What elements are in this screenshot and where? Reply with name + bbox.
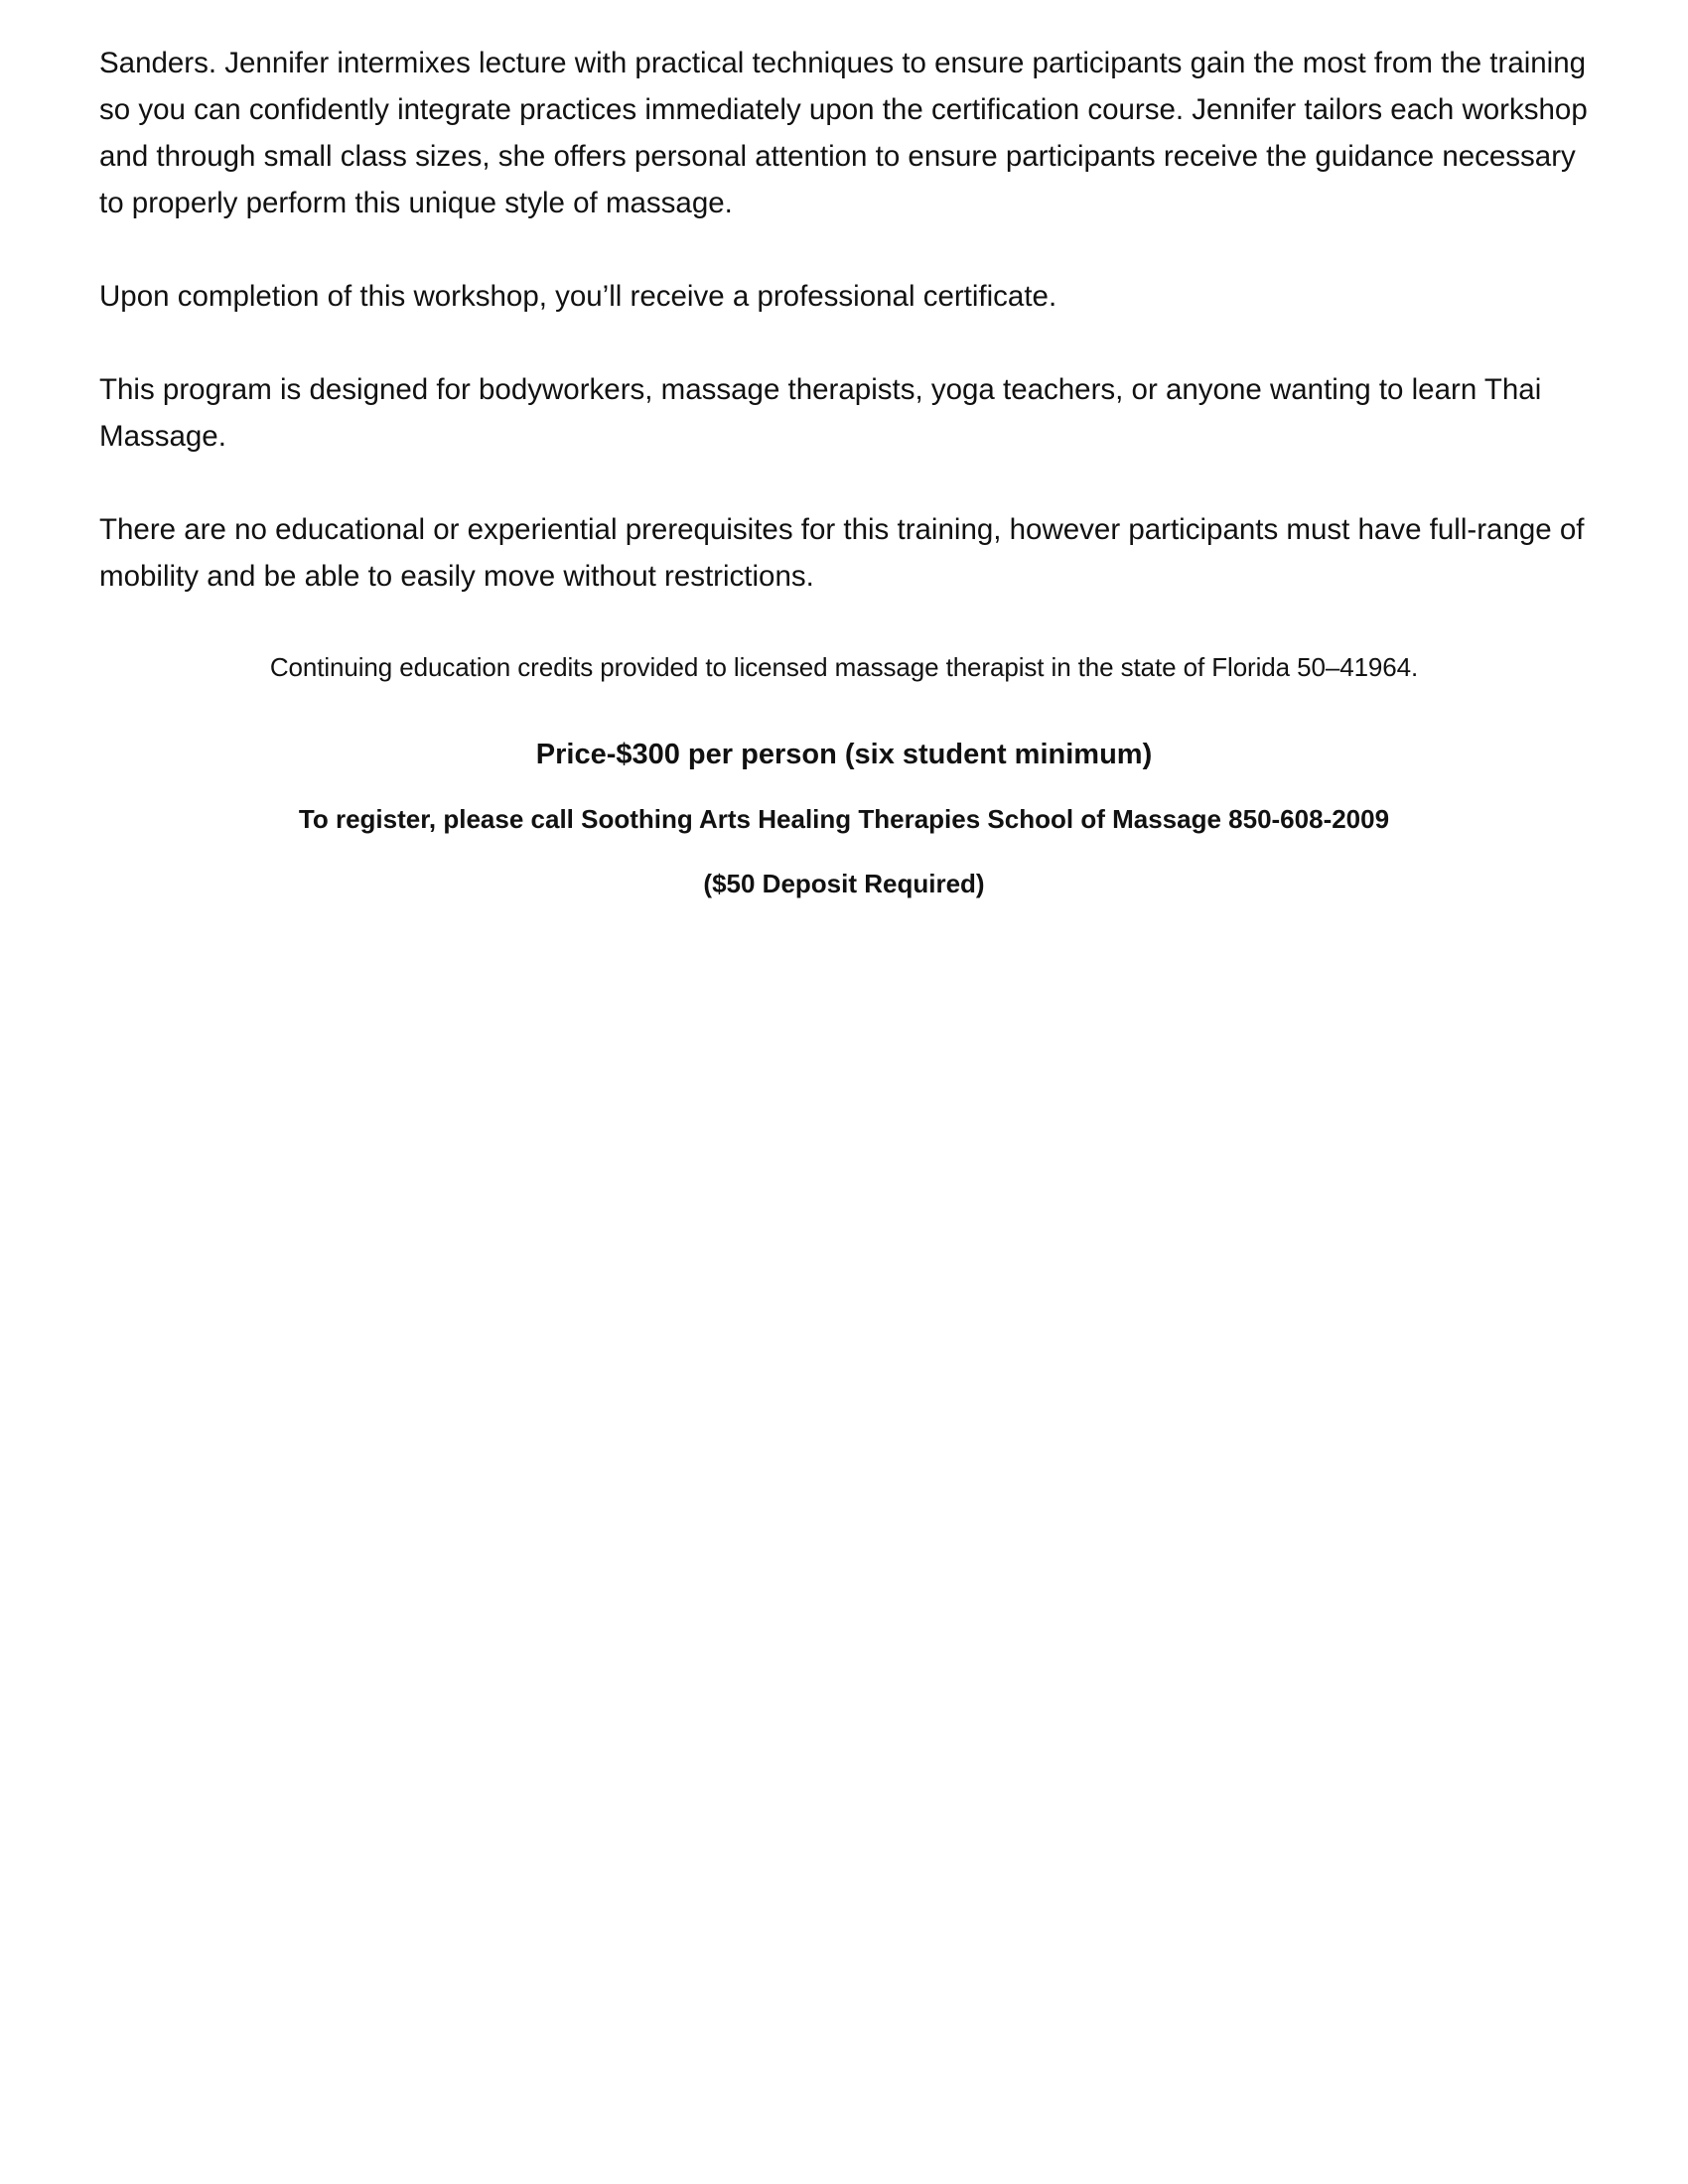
paragraph-prerequisites: There are no educational or experiential prerequisites for this training, however participants must have full-range of mobility and be able to easily move without restrictions.	[99, 513, 1585, 593]
document-page	[99, 40, 1589, 903]
deposit-line: ($50 Deposit Required)	[703, 869, 985, 898]
paragraph-certificate: Upon completion of this workshop, you’ll receive a professional certificate.	[99, 280, 1057, 313]
paragraph-audience: This program is designed for bodyworkers, massage therapists, yoga teachers, or anyone wanting to learn Thai Massage.	[99, 373, 1542, 453]
continuing-education-credits: Continuing education credits provided to licensed massage therapist in the state of Florida 50–41964.	[269, 652, 1419, 682]
price-line: Price-$300 per person (six student minimum)	[535, 739, 1153, 770]
registration-line: To register, please call Soothing Arts Healing Therapies School of Massage 850-608-2009	[298, 804, 1390, 834]
paragraph-instructor-details: Sanders. Jennifer intermixes lecture with practical techniques to ensure participants gain the most from the training so you can confidently integrate practices immediately upon the certification course. Jennifer tailors each workshop and through small class sizes, she offers personal attention to ensure participants receive the guidance necessary to properly perform this unique style of massage.	[99, 47, 1588, 219]
